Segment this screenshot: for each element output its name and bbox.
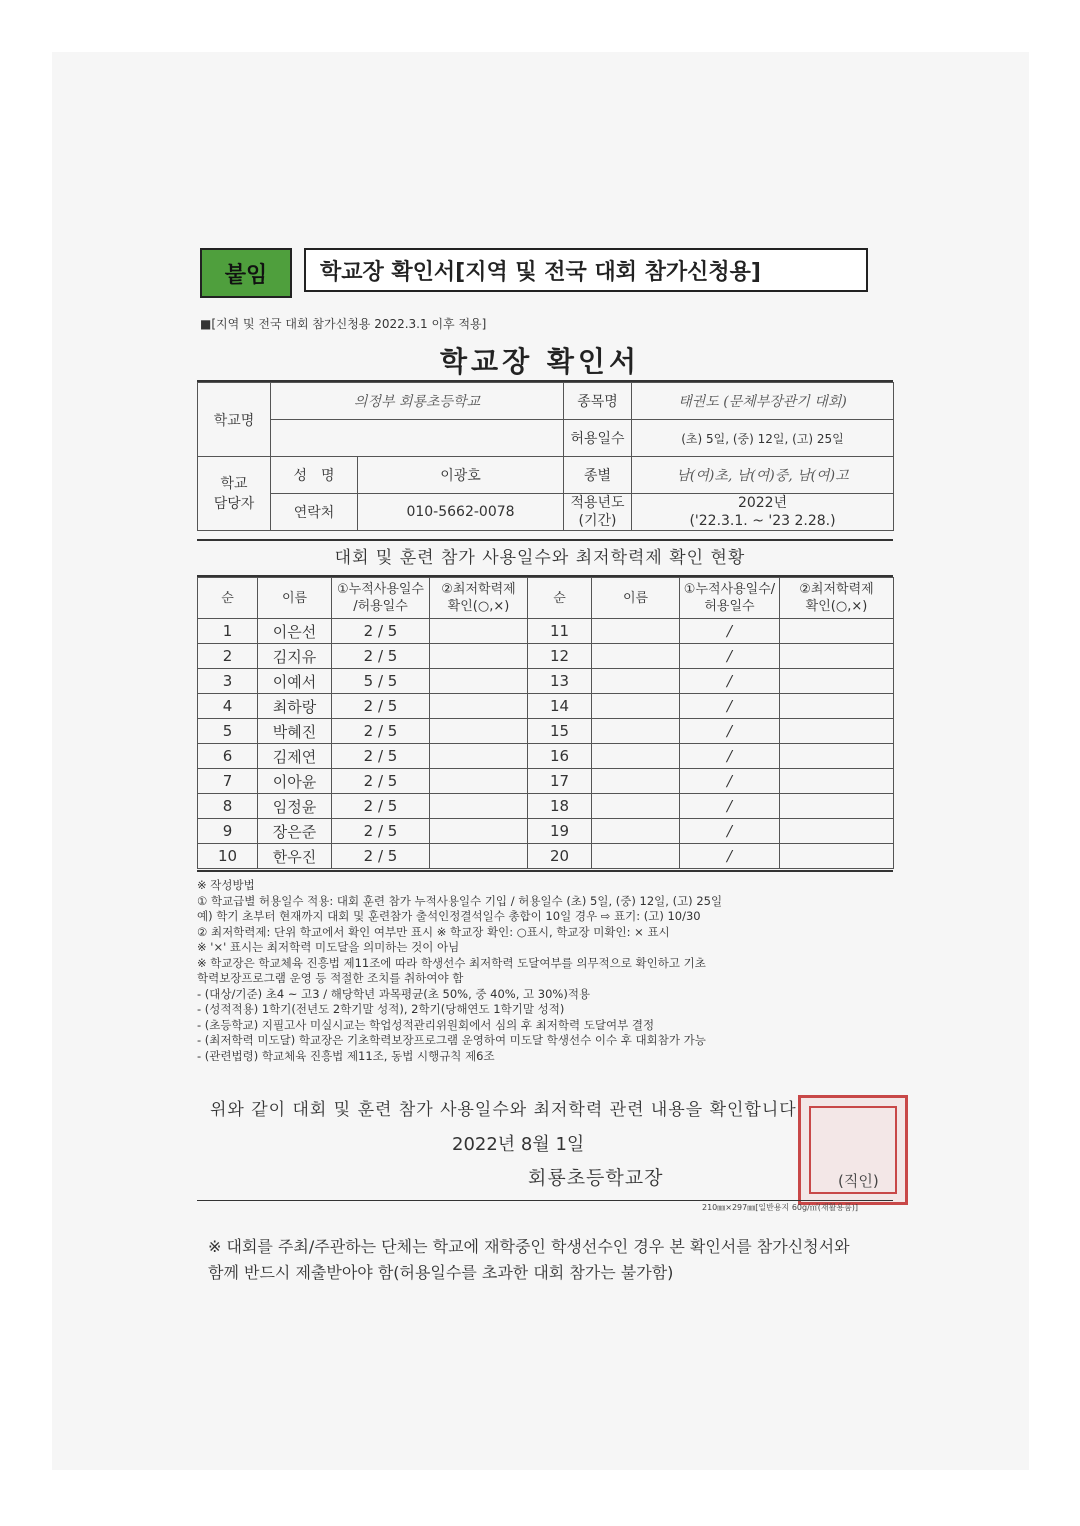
roster-check — [430, 744, 528, 769]
document-title: 학교장 확인서 — [439, 345, 641, 378]
col-check — [430, 578, 528, 619]
instruction-line: - (최저학력 미도달) 학교장은 기초학력보장프로그램 운영하여 미도달 학생선수 이수 후 대회참가 가능 — [197, 1033, 706, 1047]
gender-value: 남(여)초, 남(여)중, 남(여)고 — [632, 457, 894, 494]
info-table — [197, 382, 894, 531]
roster-name: 장은준 — [258, 819, 332, 844]
roster-days-right: / — [680, 644, 780, 669]
year-label-line1: 적용년도 — [570, 495, 625, 511]
roster-days-right: / — [680, 819, 780, 844]
roster-days: 2 / 5 — [332, 694, 430, 719]
roster-days: 2 / 5 — [332, 769, 430, 794]
roster-days: 2 / 5 — [332, 644, 430, 669]
roster-check — [430, 719, 528, 744]
roster-no: 1 — [198, 619, 258, 644]
roster-no: 4 — [198, 694, 258, 719]
roster-days-right: / — [680, 744, 780, 769]
roster-name-right — [592, 819, 680, 844]
roster-days-right: / — [680, 769, 780, 794]
col-no-right: 순 — [528, 578, 592, 619]
roster-name: 김지유 — [258, 644, 332, 669]
roster-check-right — [780, 644, 894, 669]
school-label: 학교명 — [198, 383, 271, 457]
roster-no-right: 12 — [528, 644, 592, 669]
contact-value: 010-5662-0078 — [358, 494, 564, 531]
roster-row — [198, 719, 894, 744]
year-label — [564, 494, 632, 531]
allowed-label: 허용일수 — [564, 420, 632, 457]
roster-no: 5 — [198, 719, 258, 744]
name-value: 이광호 — [358, 457, 564, 494]
footer-note — [208, 1234, 850, 1286]
roster-days: 5 / 5 — [332, 669, 430, 694]
year-value-line2: ('22.3.1. ~ '23 2.28.) — [689, 513, 836, 529]
instruction-line: 학력보장프로그램 운영 등 적절한 조치를 취하여야 함 — [197, 971, 464, 985]
roster-days: 2 / 5 — [332, 794, 430, 819]
roster-row — [198, 694, 894, 719]
roster-name: 이예서 — [258, 669, 332, 694]
manager-label — [198, 457, 271, 531]
year-label-line2: (기간) — [578, 513, 617, 529]
roster-days-right: / — [680, 619, 780, 644]
roster-row — [198, 669, 894, 694]
roster-no: 2 — [198, 644, 258, 669]
issue-date: 2022년 8월 1일 — [452, 1134, 585, 1155]
roster-check-right — [780, 694, 894, 719]
roster-check-right — [780, 669, 894, 694]
gender-label: 종별 — [564, 457, 632, 494]
roster-days: 2 / 5 — [332, 744, 430, 769]
roster-name-right — [592, 644, 680, 669]
col-days-right-line2: 허용일수 — [704, 599, 755, 614]
roster-check — [430, 694, 528, 719]
roster-no-right: 17 — [528, 769, 592, 794]
roster-name-right — [592, 719, 680, 744]
roster-body — [198, 619, 894, 869]
closing-rule — [197, 1200, 893, 1201]
roster-days-right: / — [680, 669, 780, 694]
roster-table — [197, 577, 894, 869]
roster-no-right: 19 — [528, 819, 592, 844]
roster-no-right: 11 — [528, 619, 592, 644]
allowed-value: (초) 5일, (중) 12일, (고) 25일 — [632, 420, 894, 457]
roster-name-right — [592, 794, 680, 819]
instruction-line: ① 학교급별 허용일수 적용: 대회 훈련 참가 누적사용일수 기입 / 허용일수 (초) 5일, (중) 12일, (고) 25일 — [197, 893, 723, 908]
roster-row — [198, 619, 894, 644]
roster-no: 7 — [198, 769, 258, 794]
col-days-line1: ①누적사용일수 — [336, 582, 424, 597]
roster-days-right: / — [680, 694, 780, 719]
roster-check-right — [780, 744, 894, 769]
roster-section-title: 대회 및 훈련 참가 사용일수와 최저학력제 확인 현황 — [334, 548, 746, 568]
year-value — [632, 494, 894, 531]
roster-bottom-rule — [197, 870, 893, 872]
roster-check — [430, 794, 528, 819]
roster-check — [430, 819, 528, 844]
manager-label-line2: 담당자 — [213, 495, 255, 512]
roster-no-right: 18 — [528, 794, 592, 819]
roster-name: 임정윤 — [258, 794, 332, 819]
roster-check — [430, 619, 528, 644]
roster-no: 10 — [198, 844, 258, 869]
roster-name-right — [592, 769, 680, 794]
footer-line-2: 함께 반드시 제출받아야 함(허용일수를 초과한 대회 참가는 불가함) — [208, 1263, 674, 1282]
roster-no: 6 — [198, 744, 258, 769]
col-no: 순 — [198, 578, 258, 619]
roster-row — [198, 744, 894, 769]
col-days-line2: /허용일수 — [353, 599, 408, 614]
instruction-line: - (대상/기준) 초4 ~ 고3 / 해당학년 과목평균(초 50%, 중 40%, 고 30%)적용 — [197, 986, 591, 1001]
attachment-badge: 붙임 — [200, 248, 292, 298]
footer-line-1: ※ 대회를 주최/주관하는 단체는 학교에 재학중인 학생선수인 경우 본 확인서를 참가신청서와 — [208, 1237, 850, 1256]
seal-mark: (직인) — [838, 1172, 879, 1190]
roster-check-right — [780, 819, 894, 844]
roster-name-right — [592, 844, 680, 869]
col-check-right-line2: 확인(○,×) — [805, 599, 868, 614]
instruction-line: - (관련법령) 학교체육 진흥법 제11조, 동법 시행규칙 제6조 — [197, 1048, 495, 1063]
roster-check — [430, 844, 528, 869]
confirmation-statement: 위와 같이 대회 및 훈련 참가 사용일수와 최저학력 관련 내용을 확인합니다. — [210, 1100, 804, 1120]
roster-days: 2 / 5 — [332, 619, 430, 644]
roster-row — [198, 844, 894, 869]
paper-size-note: 210㎜×297㎜[일반용지 60g/㎡(재활용품)] — [702, 1203, 859, 1212]
roster-days-right: / — [680, 719, 780, 744]
form-subnote: ■[지역 및 전국 대회 참가신청용 2022.3.1 이후 적용] — [200, 317, 487, 331]
col-days-right — [680, 578, 780, 619]
col-name: 이름 — [258, 578, 332, 619]
year-value-line1: 2022년 — [737, 495, 788, 511]
instruction-line: ② 최저학력제: 단위 학교에서 확인 여부만 표시 ※ 학교장 확인: ○표시, 학교장 미확인: × 표시 — [197, 924, 670, 939]
roster-days-right: / — [680, 844, 780, 869]
roster-row — [198, 769, 894, 794]
instruction-line: 예) 학기 초부터 현재까지 대회 및 훈련참가 출석인정결석일수 총합이 10일 경우 ⇨ 표기: (고) 10/30 — [197, 909, 701, 923]
col-check-line2: 확인(○,×) — [447, 599, 510, 614]
instruction-line: ※ '×' 표시는 최저학력 미도달을 의미하는 것이 아님 — [197, 940, 460, 954]
form-title: 학교장 확인서[지역 및 전국 대회 참가신청용] — [304, 248, 868, 292]
roster-no: 9 — [198, 819, 258, 844]
contact-label: 연락처 — [271, 494, 358, 531]
roster-no: 3 — [198, 669, 258, 694]
roster-days: 2 / 5 — [332, 819, 430, 844]
roster-check — [430, 769, 528, 794]
instruction-line: - (초등학교) 지필고사 미실시교는 학업성적관리위원회에서 심의 후 최저학력 도달여부 결정 — [197, 1017, 655, 1032]
roster-check-right — [780, 769, 894, 794]
roster-name-right — [592, 744, 680, 769]
event-label: 종목명 — [564, 383, 632, 420]
principal-title: 회룡초등학교장 — [528, 1167, 664, 1189]
col-name-right: 이름 — [592, 578, 680, 619]
school-value: 의정부 회룡초등학교 — [271, 383, 564, 420]
roster-check — [430, 644, 528, 669]
roster-no: 8 — [198, 794, 258, 819]
roster-row — [198, 644, 894, 669]
roster-name-right — [592, 694, 680, 719]
roster-name: 최하랑 — [258, 694, 332, 719]
roster-no-right: 15 — [528, 719, 592, 744]
name-label: 성 명 — [271, 457, 358, 494]
roster-name: 한우진 — [258, 844, 332, 869]
roster-check-right — [780, 844, 894, 869]
instruction-line: ※ 작성방법 — [197, 878, 255, 892]
roster-no-right: 14 — [528, 694, 592, 719]
col-check-right — [780, 578, 894, 619]
col-days-right-line1: ①누적사용일수/ — [683, 582, 776, 597]
school-value-cont — [271, 420, 564, 457]
roster-check-right — [780, 719, 894, 744]
roster-name: 이아윤 — [258, 769, 332, 794]
col-check-right-line1: ②최저학력제 — [799, 582, 874, 597]
roster-no-right: 13 — [528, 669, 592, 694]
roster-row — [198, 819, 894, 844]
roster-name: 박혜진 — [258, 719, 332, 744]
event-value: 태권도 (문체부장관기 대회) — [632, 383, 894, 420]
roster-days: 2 / 5 — [332, 719, 430, 744]
col-days — [332, 578, 430, 619]
roster-days: 2 / 5 — [332, 844, 430, 869]
info-bottom-rule — [197, 539, 893, 541]
roster-days-right: / — [680, 794, 780, 819]
instruction-line: - (성적적용) 1학기(전년도 2학기말 성적), 2학기(당해연도 1학기말 성적) — [197, 1002, 565, 1016]
instruction-line: ※ 학교장은 학교체육 진흥법 제11조에 따라 학생선수 최저학력 도달여부를 의무적으로 확인하고 기초 — [197, 955, 706, 970]
manager-label-line1: 학교 — [220, 475, 248, 492]
roster-name: 김제연 — [258, 744, 332, 769]
roster-name: 이은선 — [258, 619, 332, 644]
roster-name-right — [592, 619, 680, 644]
roster-check — [430, 669, 528, 694]
roster-no-right: 16 — [528, 744, 592, 769]
roster-no-right: 20 — [528, 844, 592, 869]
writing-instructions — [197, 878, 897, 1064]
roster-row — [198, 794, 894, 819]
roster-name-right — [592, 669, 680, 694]
roster-check-right — [780, 619, 894, 644]
col-check-line1: ②최저학력제 — [441, 582, 516, 597]
roster-check-right — [780, 794, 894, 819]
